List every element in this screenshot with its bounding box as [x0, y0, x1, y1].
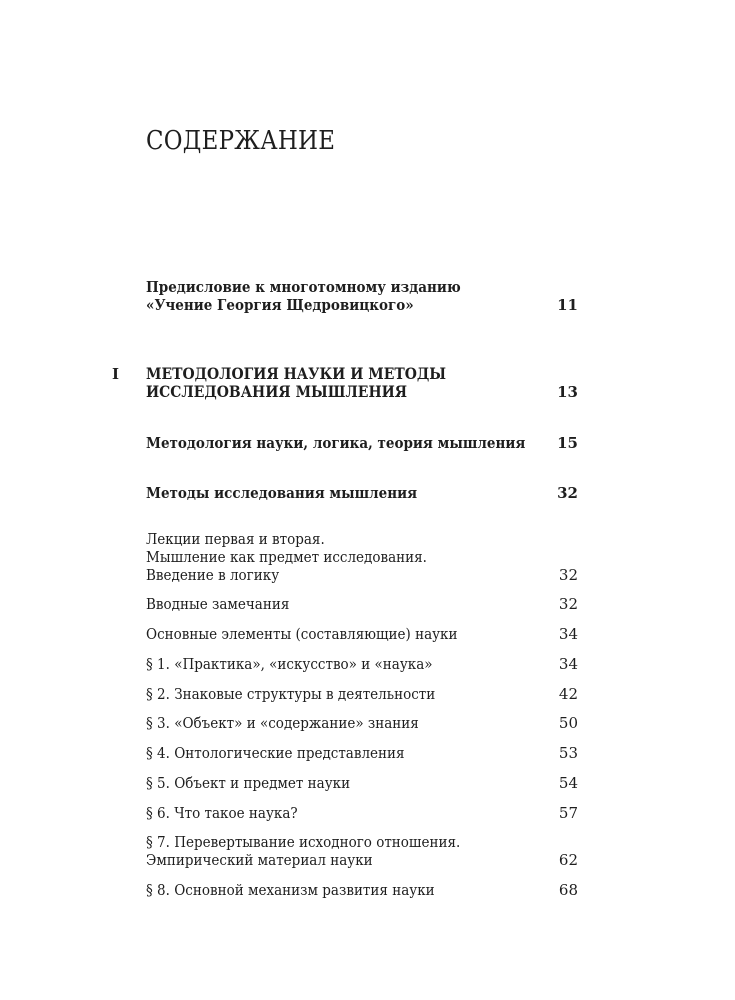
toc-part-number: I — [112, 365, 120, 383]
toc-entry-methodology[interactable] — [0, 434, 735, 452]
toc-entry-label: § 5. Объект и предмет науки — [146, 774, 351, 792]
toc-entry-preface[interactable] — [0, 278, 735, 314]
toc-entry-label: Методология науки, логика, теория мышления — [146, 434, 526, 452]
toc-entry-page: 57 — [558, 804, 578, 822]
toc-entry-page: 32 — [558, 595, 578, 613]
toc-entry-label: § 8. Основной механизм развития науки — [146, 881, 435, 899]
toc-entry-label: § 4. Онтологические представления — [146, 744, 405, 762]
toc-entry-page: 62 — [558, 851, 578, 869]
toc-entry-page: 15 — [557, 434, 578, 452]
toc-entry-page: 53 — [558, 744, 578, 762]
toc-entry-page: 54 — [558, 774, 578, 792]
toc-entry-page: 42 — [558, 685, 578, 703]
toc-entry-page: 32 — [558, 566, 578, 584]
toc-entry-section-2[interactable] — [0, 685, 735, 703]
toc-entry-page: 32 — [557, 484, 578, 502]
toc-entry-section-8[interactable] — [0, 881, 735, 899]
toc-entry-page: 50 — [558, 714, 578, 732]
toc-entry-section-6[interactable] — [0, 804, 735, 822]
toc-entry-section-1[interactable] — [0, 655, 735, 673]
toc-entry-lectures[interactable] — [0, 530, 735, 584]
toc-entry-methods[interactable] — [0, 484, 735, 502]
toc-entry-page: 34 — [558, 655, 578, 673]
toc-entry-section-4[interactable] — [0, 744, 735, 762]
page-title: СОДЕРЖАНИЕ — [146, 126, 336, 156]
toc-entry-page: 11 — [557, 296, 578, 314]
toc-entry-label: Предисловие к многотомному изданию «Учение Георгия Щедровицкого» — [146, 278, 461, 314]
toc-entry-page: 34 — [558, 625, 578, 643]
toc-entry-label: Лекции первая и вторая. Мышление как предмет исследования. Введение в логику — [146, 530, 427, 584]
toc-entry-section-7[interactable] — [0, 833, 735, 869]
toc-entry-label: § 1. «Практика», «искусство» и «наука» — [146, 655, 433, 673]
toc-entry-label: Методы исследования мышления — [146, 484, 418, 502]
toc-entry-elements[interactable] — [0, 625, 735, 643]
toc-entry-label: § 6. Что такое наука? — [146, 804, 298, 822]
toc-entry-page: 13 — [557, 383, 578, 401]
toc-entry-section-3[interactable] — [0, 714, 735, 732]
toc-entry-part-1[interactable] — [0, 365, 735, 401]
toc-entry-label: МЕТОДОЛОГИЯ НАУКИ И МЕТОДЫ ИССЛЕДОВАНИЯ МЫШЛЕНИЯ — [146, 364, 447, 401]
toc-entry-label: § 3. «Объект» и «содержание» знания — [146, 714, 419, 732]
toc-entry-label: Вводные замечания — [146, 595, 290, 613]
toc-entry-label: § 2. Знаковые структуры в деятельности — [146, 685, 436, 703]
toc-entry-label: § 7. Перевертывание исходного отношения. Эмпирический материал науки — [146, 833, 461, 869]
toc-entry-section-5[interactable] — [0, 774, 735, 792]
toc-entry-intro-remarks[interactable] — [0, 595, 735, 613]
toc-entry-page: 68 — [558, 881, 578, 899]
toc-entry-label: Основные элементы (составляющие) науки — [146, 625, 458, 643]
